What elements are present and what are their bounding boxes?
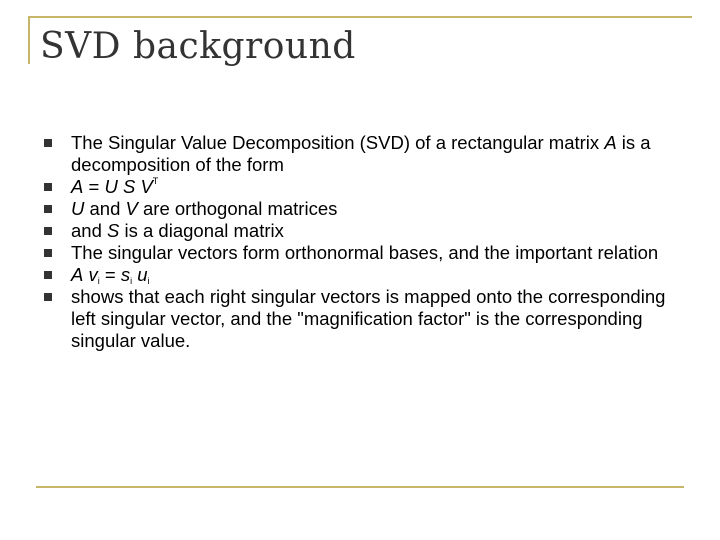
bullet-list xyxy=(44,132,684,352)
matrix-symbol: U xyxy=(71,198,85,219)
square-bullet-icon xyxy=(44,139,52,147)
bullet-text: is a decomposition of the form xyxy=(71,132,651,175)
index-subscript: i xyxy=(97,276,100,286)
bullet-item xyxy=(44,198,684,220)
vector-symbol: u xyxy=(137,264,148,285)
matrix-symbol: A xyxy=(71,176,84,197)
bullet-item xyxy=(44,242,684,264)
square-bullet-icon xyxy=(44,271,52,279)
matrix-symbol: S xyxy=(107,220,120,241)
matrix-symbol: V xyxy=(140,176,153,197)
bullet-text: and xyxy=(71,220,108,241)
bullet-text: The singular vectors form orthonormal bases, and the important relation xyxy=(71,242,659,263)
bullet-text: The Singular Value Decomposition (SVD) of a rectangular matrix xyxy=(71,132,605,153)
equals-sign: = xyxy=(83,176,105,197)
equals-sign: = xyxy=(99,264,121,285)
bullet-item xyxy=(44,220,684,242)
bullet-item xyxy=(44,264,684,286)
bullet-item xyxy=(44,286,684,352)
square-bullet-icon xyxy=(44,293,52,301)
left-divider xyxy=(28,16,30,64)
bullet-text: and xyxy=(84,198,126,219)
bottom-divider xyxy=(36,486,684,488)
index-subscript: i xyxy=(130,276,133,286)
matrix-symbol: A xyxy=(604,132,617,153)
matrix-symbol: S xyxy=(122,176,136,197)
square-bullet-icon xyxy=(44,249,52,257)
bullet-item xyxy=(44,132,684,176)
matrix-symbol: A xyxy=(71,264,84,285)
top-divider xyxy=(28,16,692,18)
bullet-text: is a diagonal matrix xyxy=(119,220,284,241)
index-subscript: i xyxy=(147,276,150,286)
vector-symbol: v xyxy=(88,264,98,285)
scalar-symbol: s xyxy=(120,264,131,285)
bullet-item xyxy=(44,176,684,198)
square-bullet-icon xyxy=(44,183,52,191)
square-bullet-icon xyxy=(44,227,52,235)
matrix-symbol: V xyxy=(125,198,138,219)
transpose-superscript: T xyxy=(152,176,159,186)
slide-title: SVD background xyxy=(40,26,356,67)
square-bullet-icon xyxy=(44,205,52,213)
bullet-text: shows that each right singular vectors is mapped onto the corresponding left singular vector, and the "magnification factor" is the corresponding singular value. xyxy=(71,286,666,351)
matrix-symbol: U xyxy=(104,176,118,197)
bullet-text: are orthogonal matrices xyxy=(137,198,338,219)
